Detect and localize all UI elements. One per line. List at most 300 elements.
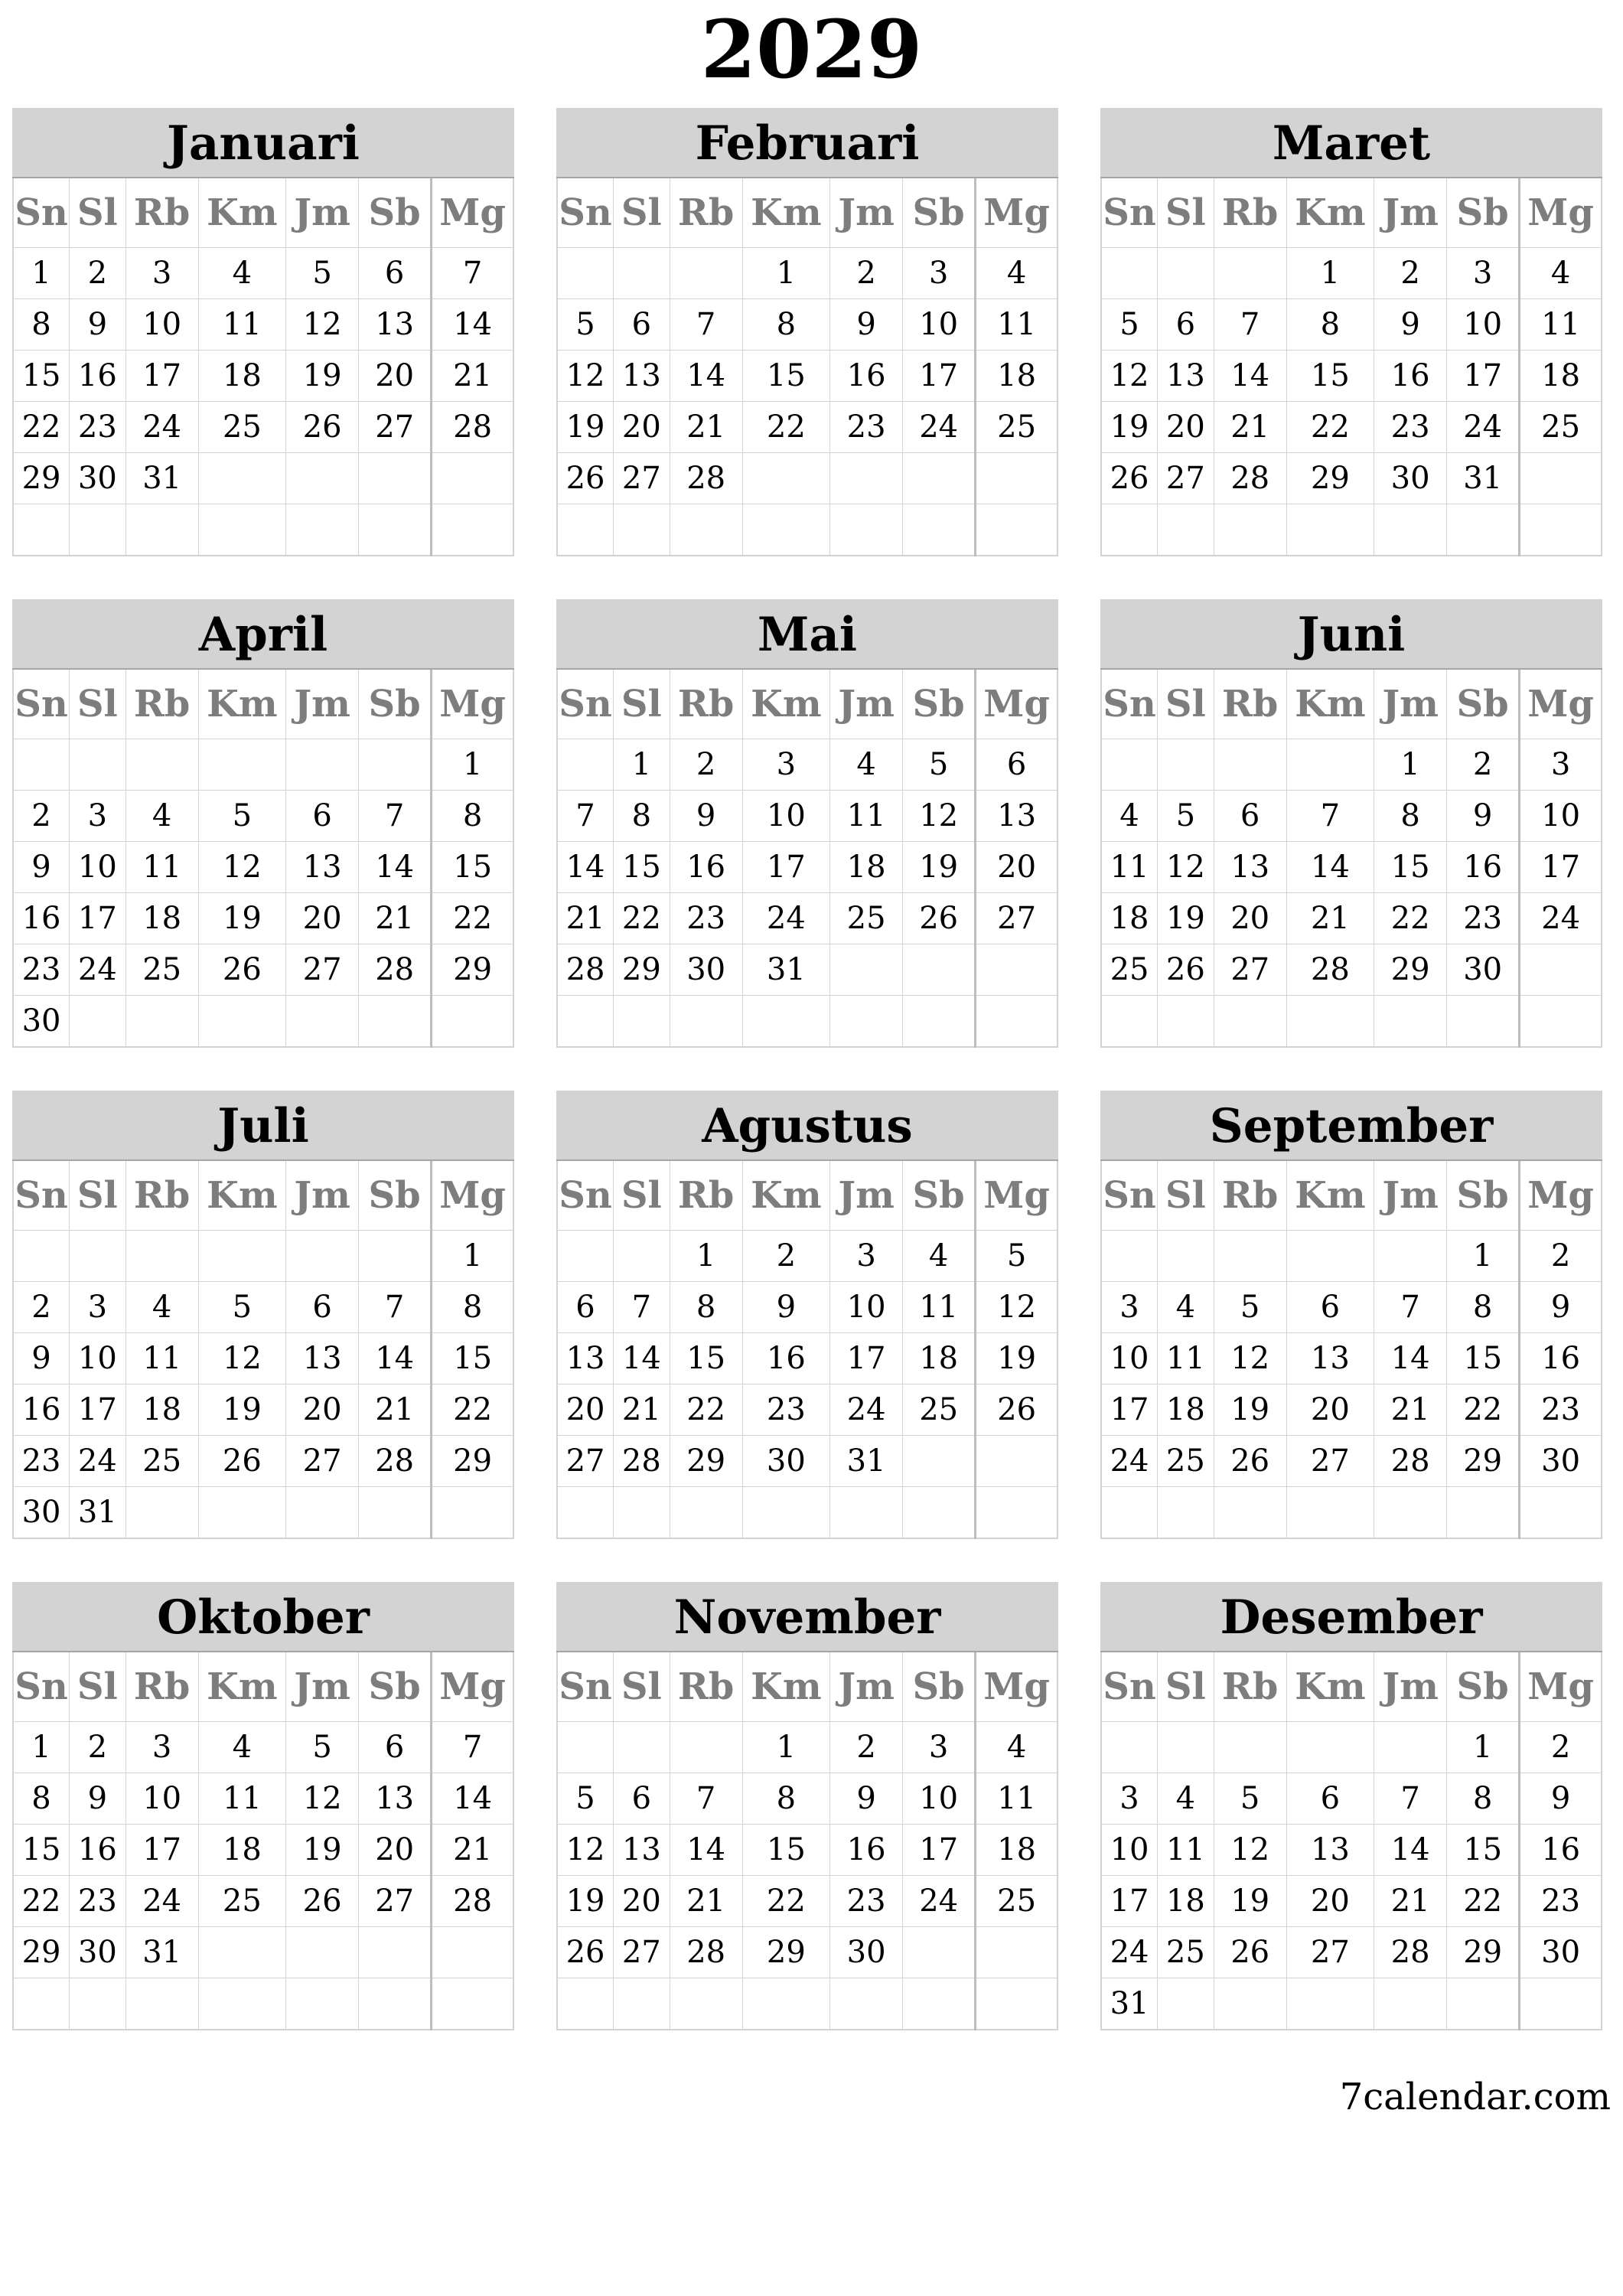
weekday-label: Km	[198, 1652, 285, 1722]
day-cell: 16	[13, 893, 70, 944]
week-row	[13, 893, 513, 944]
day-cell: 22	[13, 1876, 70, 1927]
day-cell: 15	[1447, 1333, 1520, 1384]
day-cell: 17	[830, 1333, 903, 1384]
day-cell	[557, 504, 614, 556]
day-cell: 19	[1214, 1876, 1286, 1927]
day-cell: 23	[1520, 1384, 1602, 1436]
weekday-label: Sn	[13, 1161, 70, 1231]
weekday-header-row	[1101, 1652, 1602, 1722]
weekday-label: Jm	[1374, 1161, 1447, 1231]
days-table	[1100, 1161, 1602, 1539]
months-grid	[12, 108, 1612, 2032]
day-cell: 28	[557, 944, 614, 996]
weekday-label: Jm	[1374, 178, 1447, 248]
week-row	[13, 944, 513, 996]
week-row	[13, 791, 513, 842]
day-cell	[1520, 944, 1602, 996]
day-cell	[1158, 1978, 1214, 2030]
week-row	[13, 351, 513, 402]
weekday-label: Rb	[125, 178, 198, 248]
day-cell: 18	[125, 893, 198, 944]
day-cell: 26	[286, 402, 359, 453]
month-name: April	[198, 607, 328, 662]
day-cell: 5	[903, 739, 976, 791]
day-cell	[286, 996, 359, 1048]
weekday-label: Sb	[903, 1652, 976, 1722]
day-cell: 28	[432, 402, 513, 453]
day-cell: 30	[70, 1927, 126, 1978]
week-row	[1101, 1282, 1602, 1333]
day-cell: 12	[1101, 351, 1158, 402]
day-cell: 7	[432, 1722, 513, 1773]
day-cell	[359, 1231, 432, 1282]
day-cell: 9	[70, 1773, 126, 1825]
day-cell	[742, 453, 829, 504]
day-cell: 20	[614, 402, 670, 453]
day-cell: 8	[1447, 1282, 1520, 1333]
day-cell: 26	[1158, 944, 1214, 996]
week-row	[13, 1282, 513, 1333]
day-cell: 6	[1286, 1282, 1374, 1333]
day-cell: 28	[670, 453, 742, 504]
day-cell: 17	[70, 1384, 126, 1436]
weekday-label: Sb	[1447, 178, 1520, 248]
day-cell: 27	[614, 1927, 670, 1978]
day-cell: 2	[1447, 739, 1520, 791]
weekday-label: Sl	[614, 178, 670, 248]
month-block	[1100, 1091, 1602, 1541]
day-cell: 4	[125, 1282, 198, 1333]
day-cell: 31	[830, 1436, 903, 1487]
day-cell: 28	[614, 1436, 670, 1487]
day-cell: 16	[1520, 1825, 1602, 1876]
weekday-label: Rb	[125, 670, 198, 739]
day-cell	[1101, 504, 1158, 556]
day-cell: 10	[125, 299, 198, 351]
day-cell	[1374, 1487, 1447, 1539]
day-cell: 24	[1520, 893, 1602, 944]
day-cell: 8	[614, 791, 670, 842]
day-cell: 1	[614, 739, 670, 791]
month-name: Februari	[695, 116, 920, 171]
day-cell	[1286, 1231, 1374, 1282]
day-cell: 18	[976, 351, 1058, 402]
weekday-label: Rb	[670, 670, 742, 739]
day-cell: 20	[359, 351, 432, 402]
day-cell: 29	[432, 1436, 513, 1487]
day-cell: 12	[903, 791, 976, 842]
day-cell	[1214, 739, 1286, 791]
week-row	[557, 504, 1058, 556]
day-cell: 17	[125, 351, 198, 402]
week-row	[557, 791, 1058, 842]
day-cell: 25	[198, 1876, 285, 1927]
weekday-label: Km	[742, 1161, 829, 1231]
day-cell: 22	[1447, 1876, 1520, 1927]
day-cell	[557, 1978, 614, 2030]
day-cell: 29	[1286, 453, 1374, 504]
day-cell: 6	[1214, 791, 1286, 842]
day-cell	[557, 739, 614, 791]
month-block	[12, 1582, 514, 2032]
weekday-label: Rb	[670, 1161, 742, 1231]
month-header	[1100, 1091, 1602, 1161]
day-cell: 13	[1286, 1333, 1374, 1384]
weekday-label: Sl	[614, 670, 670, 739]
day-cell: 8	[13, 299, 70, 351]
day-cell: 2	[830, 1722, 903, 1773]
weekday-label: Jm	[830, 670, 903, 739]
day-cell: 16	[670, 842, 742, 893]
weekday-label: Jm	[286, 1161, 359, 1231]
day-cell: 21	[614, 1384, 670, 1436]
week-row	[13, 504, 513, 556]
day-cell: 9	[830, 1773, 903, 1825]
day-cell	[557, 1487, 614, 1539]
day-cell: 8	[432, 791, 513, 842]
day-cell: 30	[1520, 1436, 1602, 1487]
day-cell: 23	[830, 1876, 903, 1927]
weekday-label: Jm	[286, 178, 359, 248]
days-table	[1100, 1652, 1602, 2030]
day-cell: 12	[557, 351, 614, 402]
day-cell	[670, 1722, 742, 1773]
day-cell: 25	[976, 402, 1058, 453]
day-cell: 1	[13, 1722, 70, 1773]
day-cell	[614, 1978, 670, 2030]
day-cell: 17	[903, 351, 976, 402]
day-cell: 31	[125, 1927, 198, 1978]
day-cell	[359, 739, 432, 791]
day-cell: 6	[286, 791, 359, 842]
weekday-header-row	[13, 670, 513, 739]
day-cell	[1158, 248, 1214, 299]
week-row	[557, 1384, 1058, 1436]
day-cell: 20	[286, 893, 359, 944]
day-cell: 28	[1214, 453, 1286, 504]
day-cell: 31	[125, 453, 198, 504]
day-cell	[125, 504, 198, 556]
day-cell	[359, 1487, 432, 1539]
day-cell: 18	[1158, 1876, 1214, 1927]
day-cell: 10	[830, 1282, 903, 1333]
day-cell	[1214, 1231, 1286, 1282]
day-cell: 12	[1158, 842, 1214, 893]
day-cell: 22	[432, 893, 513, 944]
day-cell	[125, 996, 198, 1048]
day-cell: 18	[1158, 1384, 1214, 1436]
week-row	[1101, 351, 1602, 402]
day-cell	[742, 504, 829, 556]
day-cell	[198, 1927, 285, 1978]
month-header	[12, 599, 514, 670]
week-row	[1101, 1487, 1602, 1539]
weekday-label: Mg	[1520, 1652, 1602, 1722]
day-cell: 26	[1214, 1927, 1286, 1978]
day-cell	[359, 504, 432, 556]
day-cell: 26	[557, 1927, 614, 1978]
day-cell: 7	[670, 299, 742, 351]
week-row	[557, 1773, 1058, 1825]
day-cell: 6	[359, 1722, 432, 1773]
day-cell: 14	[614, 1333, 670, 1384]
days-table	[556, 1652, 1058, 2030]
day-cell: 16	[70, 1825, 126, 1876]
day-cell: 24	[125, 402, 198, 453]
day-cell: 11	[976, 1773, 1058, 1825]
day-cell: 18	[1520, 351, 1602, 402]
weekday-header-row	[557, 178, 1058, 248]
day-cell	[70, 739, 126, 791]
day-cell: 4	[1158, 1282, 1214, 1333]
day-cell: 20	[614, 1876, 670, 1927]
day-cell: 27	[286, 1436, 359, 1487]
day-cell: 8	[742, 299, 829, 351]
month-header	[556, 108, 1058, 178]
day-cell: 22	[432, 1384, 513, 1436]
day-cell: 23	[13, 1436, 70, 1487]
weekday-label: Rb	[125, 1652, 198, 1722]
day-cell: 5	[1158, 791, 1214, 842]
day-cell: 28	[359, 1436, 432, 1487]
week-row	[557, 1487, 1058, 1539]
day-cell: 26	[286, 1876, 359, 1927]
day-cell	[670, 1978, 742, 2030]
days-table	[1100, 178, 1602, 556]
day-cell: 28	[1374, 1927, 1447, 1978]
day-cell: 19	[1158, 893, 1214, 944]
month-name: Juni	[1297, 607, 1406, 662]
day-cell: 28	[359, 944, 432, 996]
weekday-label: Sl	[70, 178, 126, 248]
day-cell: 15	[1374, 842, 1447, 893]
day-cell: 4	[903, 1231, 976, 1282]
weekday-label: Rb	[1214, 670, 1286, 739]
year-title: 2029	[700, 2, 923, 96]
day-cell: 8	[1447, 1773, 1520, 1825]
weekday-label: Mg	[1520, 178, 1602, 248]
day-cell: 9	[1520, 1773, 1602, 1825]
day-cell: 20	[359, 1825, 432, 1876]
weekday-label: Mg	[976, 178, 1058, 248]
day-cell	[432, 996, 513, 1048]
day-cell: 25	[1520, 402, 1602, 453]
day-cell: 3	[1447, 248, 1520, 299]
day-cell: 2	[13, 791, 70, 842]
day-cell: 21	[432, 351, 513, 402]
weekday-label: Km	[742, 178, 829, 248]
day-cell: 21	[1374, 1384, 1447, 1436]
day-cell: 9	[13, 842, 70, 893]
day-cell: 25	[976, 1876, 1058, 1927]
day-cell: 5	[557, 299, 614, 351]
day-cell: 14	[557, 842, 614, 893]
day-cell: 5	[1214, 1773, 1286, 1825]
days-table	[556, 670, 1058, 1048]
day-cell	[742, 1978, 829, 2030]
weekday-label: Km	[198, 670, 285, 739]
day-cell: 4	[976, 248, 1058, 299]
month-header	[12, 108, 514, 178]
days-table	[1100, 670, 1602, 1048]
day-cell: 11	[903, 1282, 976, 1333]
day-cell	[1520, 504, 1602, 556]
day-cell: 11	[1101, 842, 1158, 893]
day-cell	[1101, 1722, 1158, 1773]
day-cell	[1286, 1722, 1374, 1773]
weekday-label: Sn	[1101, 178, 1158, 248]
day-cell: 24	[903, 1876, 976, 1927]
day-cell	[1374, 504, 1447, 556]
month-name: Desember	[1220, 1590, 1483, 1645]
day-cell: 21	[359, 1384, 432, 1436]
weekday-label: Sn	[1101, 1652, 1158, 1722]
day-cell: 2	[670, 739, 742, 791]
week-row	[1101, 248, 1602, 299]
day-cell: 15	[13, 351, 70, 402]
day-cell: 23	[742, 1384, 829, 1436]
day-cell: 18	[976, 1825, 1058, 1876]
day-cell	[1101, 739, 1158, 791]
day-cell: 27	[1286, 1927, 1374, 1978]
day-cell	[830, 996, 903, 1048]
day-cell: 11	[830, 791, 903, 842]
day-cell	[903, 996, 976, 1048]
weekday-label: Rb	[670, 1652, 742, 1722]
month-header	[12, 1582, 514, 1652]
day-cell: 8	[1286, 299, 1374, 351]
day-cell: 26	[903, 893, 976, 944]
weekday-label: Mg	[976, 670, 1058, 739]
brand-footer: 7calendar.com	[1339, 2076, 1611, 2118]
month-header	[12, 1091, 514, 1161]
week-row	[1101, 1927, 1602, 1978]
day-cell: 24	[1101, 1436, 1158, 1487]
month-block	[556, 1091, 1058, 1541]
week-row	[13, 1333, 513, 1384]
day-cell	[670, 504, 742, 556]
day-cell	[614, 1722, 670, 1773]
day-cell: 4	[1520, 248, 1602, 299]
weekday-label: Sn	[557, 1652, 614, 1722]
day-cell: 27	[359, 1876, 432, 1927]
day-cell: 23	[830, 402, 903, 453]
week-row	[13, 1436, 513, 1487]
day-cell: 25	[1158, 1927, 1214, 1978]
weekday-label: Rb	[125, 1161, 198, 1231]
day-cell: 12	[198, 842, 285, 893]
week-row	[1101, 1384, 1602, 1436]
day-cell	[614, 504, 670, 556]
day-cell	[1158, 1722, 1214, 1773]
weekday-label: Jm	[286, 670, 359, 739]
day-cell: 23	[1374, 402, 1447, 453]
day-cell: 8	[670, 1282, 742, 1333]
week-row	[557, 1333, 1058, 1384]
week-row	[557, 1927, 1058, 1978]
weekday-label: Rb	[1214, 1161, 1286, 1231]
day-cell: 4	[198, 1722, 285, 1773]
day-cell	[670, 248, 742, 299]
week-row	[557, 1436, 1058, 1487]
day-cell	[1101, 1231, 1158, 1282]
week-row	[1101, 996, 1602, 1048]
day-cell	[557, 996, 614, 1048]
day-cell: 10	[1101, 1825, 1158, 1876]
weekday-label: Sn	[1101, 1161, 1158, 1231]
weekday-label: Sl	[70, 670, 126, 739]
day-cell: 12	[1214, 1333, 1286, 1384]
week-row	[557, 453, 1058, 504]
day-cell: 31	[70, 1487, 126, 1539]
day-cell: 23	[70, 402, 126, 453]
day-cell: 5	[557, 1773, 614, 1825]
day-cell: 3	[830, 1231, 903, 1282]
day-cell	[359, 1978, 432, 2030]
day-cell	[1520, 1487, 1602, 1539]
week-row	[1101, 299, 1602, 351]
week-row	[13, 453, 513, 504]
day-cell: 10	[1520, 791, 1602, 842]
day-cell: 12	[198, 1333, 285, 1384]
week-row	[1101, 1825, 1602, 1876]
day-cell	[359, 1927, 432, 1978]
day-cell: 9	[742, 1282, 829, 1333]
month-block	[1100, 1582, 1602, 2032]
week-row	[557, 1722, 1058, 1773]
day-cell	[432, 1978, 513, 2030]
day-cell: 16	[13, 1384, 70, 1436]
day-cell: 4	[198, 248, 285, 299]
week-row	[557, 248, 1058, 299]
day-cell: 4	[976, 1722, 1058, 1773]
day-cell	[286, 739, 359, 791]
day-cell: 7	[359, 1282, 432, 1333]
month-header	[556, 599, 1058, 670]
day-cell: 10	[903, 299, 976, 351]
day-cell: 17	[70, 893, 126, 944]
weekday-label: Sn	[557, 1161, 614, 1231]
day-cell: 9	[1447, 791, 1520, 842]
day-cell	[1214, 996, 1286, 1048]
day-cell	[1158, 1487, 1214, 1539]
day-cell: 3	[70, 1282, 126, 1333]
day-cell: 20	[976, 842, 1058, 893]
day-cell: 30	[1520, 1927, 1602, 1978]
day-cell: 12	[976, 1282, 1058, 1333]
day-cell: 2	[1520, 1722, 1602, 1773]
weekday-label: Jm	[830, 1161, 903, 1231]
day-cell: 18	[903, 1333, 976, 1384]
day-cell	[976, 1978, 1058, 2030]
day-cell: 23	[70, 1876, 126, 1927]
month-header	[1100, 1582, 1602, 1652]
weekday-label: Km	[1286, 178, 1374, 248]
day-cell: 1	[1447, 1231, 1520, 1282]
day-cell: 1	[670, 1231, 742, 1282]
day-cell: 21	[670, 402, 742, 453]
day-cell	[976, 453, 1058, 504]
day-cell: 25	[830, 893, 903, 944]
day-cell: 21	[557, 893, 614, 944]
week-row	[557, 944, 1058, 996]
day-cell: 27	[557, 1436, 614, 1487]
week-row	[557, 739, 1058, 791]
weekday-label: Sn	[13, 1652, 70, 1722]
weekday-label: Mg	[1520, 1161, 1602, 1231]
month-name: Agustus	[702, 1098, 913, 1153]
